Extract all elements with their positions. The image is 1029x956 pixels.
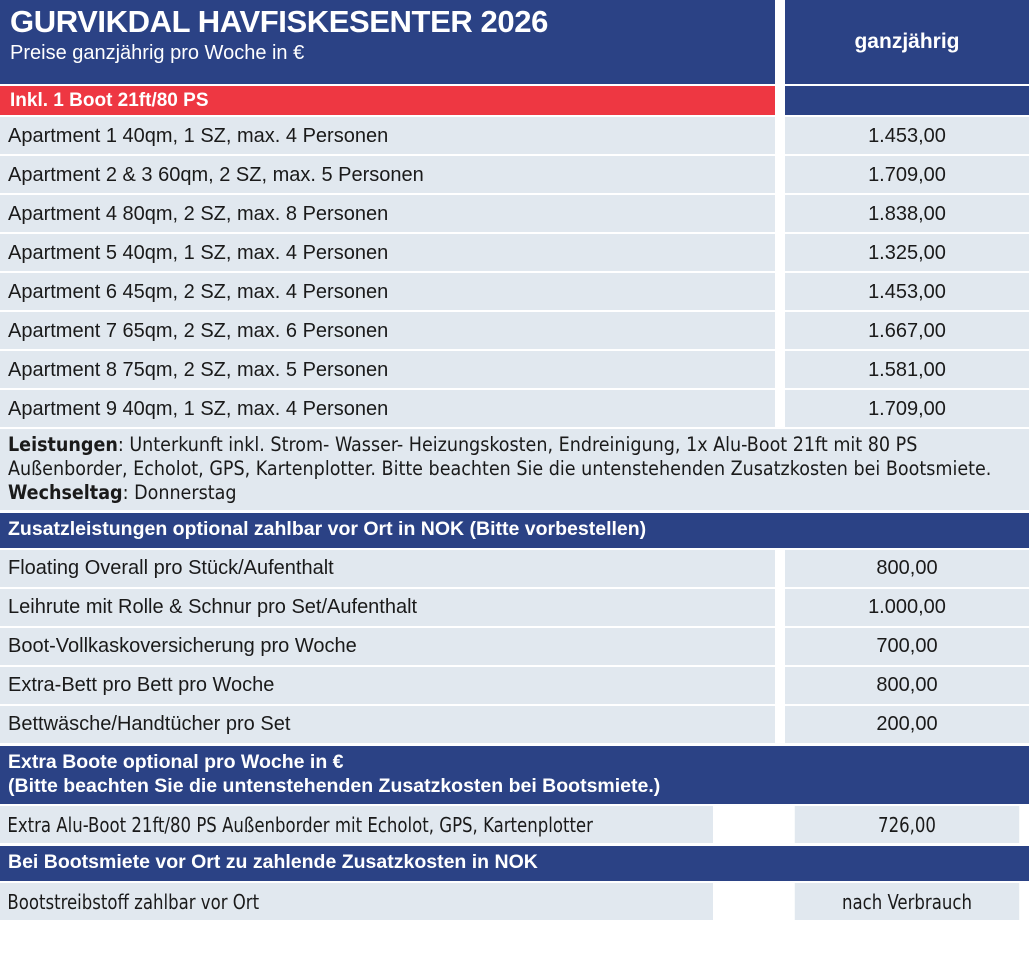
row-label: Apartment 4 80qm, 2 SZ, max. 8 Personen (0, 195, 775, 232)
extras-rows-group (0, 550, 1029, 743)
column-divider (775, 628, 785, 665)
extra-boats-section-header-row (0, 746, 1029, 805)
row-label: Floating Overall pro Stück/Aufenthalt (0, 550, 775, 587)
table-row (0, 117, 1029, 154)
table-row (0, 628, 1029, 665)
row-price: 1.709,00 (785, 390, 1029, 427)
row-label: Apartment 8 75qm, 2 SZ, max. 5 Personen (0, 351, 775, 388)
row-price: 1.709,00 (785, 156, 1029, 193)
boat-rental-costs-heading (0, 846, 1029, 881)
extras-section-header-row (0, 513, 1029, 548)
column-divider (775, 156, 785, 193)
row-label: Extra-Bett pro Bett pro Woche (0, 667, 775, 704)
column-divider (775, 312, 785, 349)
table-row (0, 390, 1029, 427)
table-row (0, 312, 1029, 349)
row-label: Leihrute mit Rolle & Schnur pro Set/Aufenthalt (0, 589, 775, 626)
boat-included-band-filler (785, 86, 1029, 115)
extra-boats-heading-line1: Extra Boote optional pro Woche in € (8, 750, 344, 773)
apartment-rows-group (0, 117, 1029, 427)
boat-included-label: Inkl. 1 Boot 21ft/80 PS (0, 86, 775, 115)
row-label: Apartment 2 & 3 60qm, 2 SZ, max. 5 Personen (0, 156, 775, 193)
table-row (0, 589, 1029, 626)
column-divider (775, 86, 785, 115)
column-divider (775, 706, 785, 743)
wechseltag-label: Wechseltag (8, 480, 123, 504)
column-divider (775, 351, 785, 388)
row-label: Apartment 9 40qm, 1 SZ, max. 4 Personen (0, 390, 775, 427)
boat-rental-costs-header-row (0, 846, 1029, 881)
column-divider (775, 806, 785, 843)
row-label: Bettwäsche/Handtücher pro Set (0, 706, 775, 743)
wechseltag-text: : Donnerstag (122, 480, 237, 504)
table-row (0, 550, 1029, 587)
row-price: 200,00 (785, 706, 1029, 743)
column-divider (775, 390, 785, 427)
extra-boats-rows-group (0, 806, 1029, 843)
table-row (0, 706, 1029, 743)
row-price: 1.838,00 (785, 195, 1029, 232)
column-divider (775, 273, 785, 310)
boat-rental-rows-group (0, 883, 1029, 920)
row-label: Extra Alu-Boot 21ft/80 PS Außenborder mit Echolot, GPS, Kartenplotter (0, 806, 713, 843)
row-label: Boot-Vollkaskoversicherung pro Woche (0, 628, 775, 665)
leistungen-label: Leistungen (8, 433, 118, 456)
row-label: Apartment 7 65qm, 2 SZ, max. 6 Personen (0, 312, 775, 349)
row-price: 800,00 (785, 550, 1029, 587)
row-price: 1.581,00 (785, 351, 1029, 388)
column-divider (775, 667, 785, 704)
table-row (0, 806, 1029, 843)
table-row (0, 156, 1029, 193)
extra-boats-section-heading (0, 746, 1029, 805)
column-divider (775, 589, 785, 626)
table-header (0, 0, 1029, 84)
column-divider (775, 883, 785, 920)
column-divider (775, 117, 785, 154)
column-divider (775, 0, 785, 84)
row-label: Apartment 6 45qm, 2 SZ, max. 4 Personen (0, 273, 775, 310)
row-price: 726,00 (795, 806, 1019, 843)
row-price: 1.453,00 (785, 273, 1029, 310)
header-title-cell (0, 0, 775, 84)
services-note-row (0, 429, 1029, 510)
row-price: 700,00 (785, 628, 1029, 665)
extras-section-heading-line: Zusatzleistungen optional zahlbar vor Ort in NOK (Bitte vorbestellen) (8, 517, 647, 540)
price-column-header: ganzjährig (785, 0, 1029, 84)
page-subtitle: Preise ganzjährig pro Woche in € (10, 41, 305, 64)
boat-included-band (0, 86, 1029, 115)
row-price: 800,00 (785, 667, 1029, 704)
row-label: Apartment 5 40qm, 1 SZ, max. 4 Personen (0, 234, 775, 271)
row-price: 1.000,00 (785, 589, 1029, 626)
extra-boats-heading-line2: (Bitte beachten Sie die untenstehenden Zusatzkosten bei Bootsmiete.) (8, 774, 661, 797)
table-row (0, 883, 1029, 920)
column-divider (775, 234, 785, 271)
leistungen-text: : Unterkunft inkl. Strom- Wasser- Heizungskosten, Endreinigung, 1x Alu-Boot 21ft mit 80 PS Außenborder, Echolot, GPS, Kartenplotter. Bitte beachten Sie die untenstehenden Zusatzkosten bei Bootsmiete. (8, 433, 992, 480)
services-note (0, 429, 1029, 510)
row-price: 1.667,00 (785, 312, 1029, 349)
table-row (0, 351, 1029, 388)
column-divider (775, 195, 785, 232)
extras-section-heading (0, 513, 1029, 548)
row-price: 1.325,00 (785, 234, 1029, 271)
column-divider (775, 550, 785, 587)
table-row (0, 195, 1029, 232)
row-price: nach Verbrauch (795, 883, 1019, 920)
boat-rental-costs-heading-line: Bei Bootsmiete vor Ort zu zahlende Zusatzkosten in NOK (8, 851, 538, 874)
table-row (0, 667, 1029, 704)
row-price: 1.453,00 (785, 117, 1029, 154)
table-row (0, 273, 1029, 310)
row-label: Apartment 1 40qm, 1 SZ, max. 4 Personen (0, 117, 775, 154)
page-title: GURVIKDAL HAVFISKESENTER 2026 (10, 4, 548, 39)
table-row (0, 234, 1029, 271)
row-label: Bootstreibstoff zahlbar vor Ort (0, 883, 713, 920)
